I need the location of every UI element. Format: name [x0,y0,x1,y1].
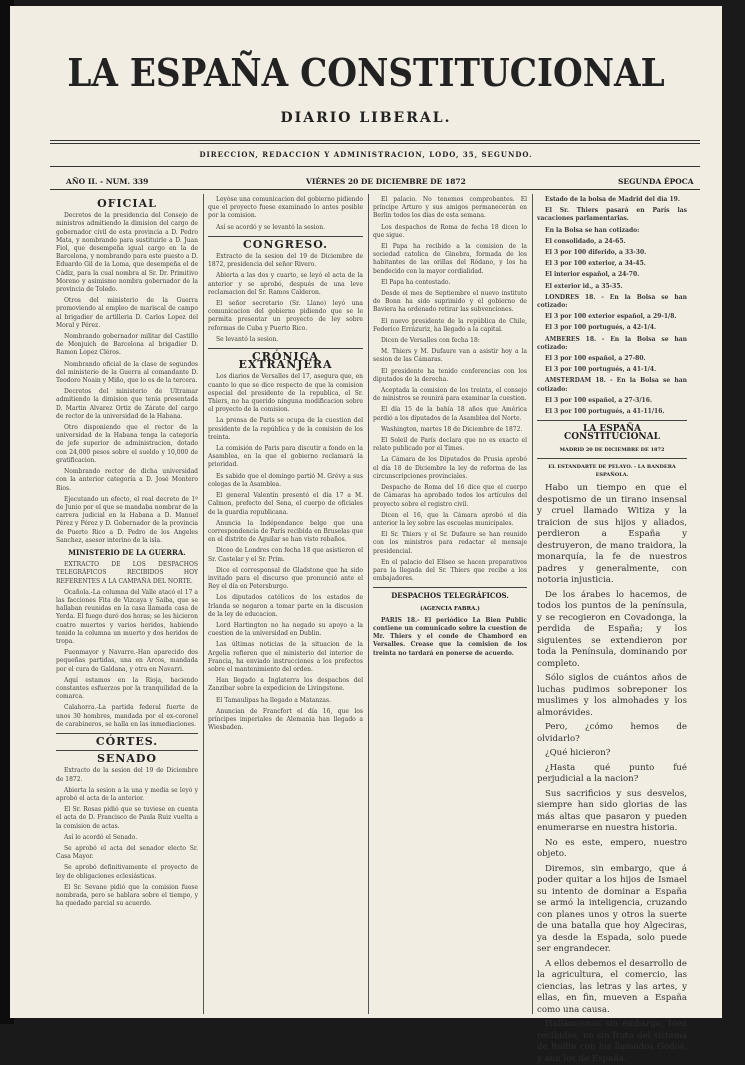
col3-paragraph: El Papa ha contestado. [381,278,451,286]
feature-body [537,483,687,1065]
col3-telegram-paragraph: PARIS 18.- El periódico La Bien Public contiene un comunicado sobre la cuestion de Mr. Thiers y el conde de Chambord en Versalles. Crease que la comision de los treinta no tardará en ponerse de acuerdo. [373,616,527,657]
col3-paragraph: El Sr. Thiers y el Sr. Dufaure se han reunido con los ministros para redactar el mensaje presidencial. [373,531,527,555]
col3-paragraph: El presidente ha tenido conferencias con los diputados de la derecha. [373,367,527,383]
col3-paragraph: El Soleil de París declara que no es exacto el relato publicado por el Times. [373,437,527,453]
col1-guerra-paragraph: Ocañola.-La columna del Valle atacó el 17 a las facciones Fita de Vizcaya y Saiba, que se hallaban reunidas en la casa llamada casa de Yerda. El fuego duró dos horas; se les hicieron cuatro muertos y varios heridos, habiendo tenido la columna un muerto y dos heridos de tropa. [56,588,198,645]
col1-senado-paragraph: Extracto de la sesion del 19 de Diciembre de 1872. [56,767,198,783]
feature-paragraph: Pero, ¿cómo hemos de olvidarlo? [537,722,687,744]
dateline-rule [50,189,700,190]
col4-market-line: El exterior id., a 35-35. [545,282,623,290]
col2-cronica-paragraph: La comisión de Paris para discutir a fondo en la Asamblea, en la que el gobierno reclamará la prioridad. [208,445,363,469]
section-divider [537,458,687,459]
col3-paragraph: Desde el mes de Septiembre el nuevo instituto de Bonn ha sido suprimido y el gobierno de Baviera ha ordenado retirar las subvenciones. [373,290,527,314]
col4-market-line: El 3 por 100 español, a 27-3/16. [545,396,652,404]
col1-paragraph: Nombrando oficial de la clase de segundos del ministerio de la Guerra al comandante D. Teodoro Noain y Miño, que lo es de la tercera. [56,360,198,385]
masthead-rule-top-2 [50,143,700,144]
section-guerra-heading: MINISTERIO DE LA GUERRA. [68,547,186,557]
col2-congreso-paragraph: Abierta a las dos y cuarto, se leyó el acta de la anterior y se aprobó, después de una leve reclamacion del Sr. Ramos Calderon. [208,272,363,296]
col3-paragraph: Aceptada la comision de los treinta, el consejo de ministros se reunirá para examinar la cuestion. [373,387,527,403]
col1-paragraph: Ejecutando un efecto, el real decreto de 1º de Junio por el que se mandaba nombrar de la carrera judicial en la Habana a D. Manuel Pérez y Pérez y D. Gobernador de la provincia de Puerto Rico a D. Pedro de los Angeles Sanchez, asesor interino de la isla. [56,495,198,544]
col2-cronica-paragraph: Es sabido que el domingo partió M. Grévy a sus colegas de la Asamblea. [208,472,363,488]
col2-cronica-paragraph: Diceo de Londres con fecha 18 que asistieron el Sr. Castelar y el Sr. Prim. [208,547,363,563]
issue-epoch: SEGUNDA ÉPOCA [618,177,694,186]
col3-paragraph: La Cámara de los Diputados de Prusia aprobó el día 18 de Diciembre la ley de reforma de las circunscripciones provinciales. [373,456,527,480]
col1-paragraph: Decretos de la presidencia del Consejo de ministros admitiendo la dimision del cargo de gobernador civil de esta provincia a D. Pedro Mata, y nombrando para sustituirle a D. Juan Fiol, que desempeña igual cargo en la de Barcelona, y nombrando para este puesto a D. Eduardo Gil de la Loma, que desempeña el de Cádiz, para la cual nombra al Sr. Dr. Primitivo Moreno y asimismo nombra gobernador de la provincia de Toledo. [56,212,198,294]
col3-paragraph: Los despachos de Roma de fecha 18 dicen lo que sigue. [373,223,527,239]
masthead-title: LA ESPAÑA CONSTITUCIONAL [67,50,665,95]
feature-paragraph: A ellos debemos el desarrollo de la agricultura, el comercio, las ciencias, las letras y las artes, y ellas, en fin, mueven a España como una causa. [537,958,687,1015]
col2-cronica-paragraph: Anuncian de Francfort el día 16, que los príncipes imperiales de Alemania han llegado a Wiesbaden. [208,707,363,732]
col2-paragraph: Leyóse una comunicacion del gobierno pidiendo que el proyecto fuese examinado lo antes posible por la comision. [208,196,363,220]
feature-paragraph: Diremos, sin embargo, que á poder quitar a los hijos de Ismael su intento de dominar a España se armó la inteligencia, cruzando con planes unos y otros la suerte de una batalla que hoy Algeciras, ya desde la Espada, solo puede ser engrandecer. [537,863,687,955]
section-oficial-heading: OFICIAL [97,197,157,210]
column-4 [537,196,687,1064]
col3-paragraph: El Papa ha recibido a la comision de la sociedad catolica de Ginebra, formada de los habitantes de las orillas del Ródano, y los ha bendecido con la mayor cordialidad. [373,243,527,275]
col2-cronica-paragraph: Las últimas noticias de la situacion de la Argelia refieren que el ministerio del interior de Francia, ha enviado instrucciones a los prefectos sobre el mantenimiento del orden. [208,641,363,673]
col1-senado-paragraph: Se aprobó el acta del senador electo Sr. Casa Mayor. [56,845,198,861]
col1-guerra-paragraph: Fuenmayor y Navarre.-Han aparecido dos pequeñas partidas, una en Arcos, mandada por el cura de Galdana, y otra en Navarri. [56,649,198,673]
col2-cronica-paragraph: Los diputados católicos de los estados de Irlanda se negaron a tomar parte en la discusion de la ley de educacion. [208,594,363,618]
col1-senado-paragraph: Abierta la sesion a la una y media se leyó y aprobó el acta de la anterior. [56,786,198,802]
feature-heading: LA ESPAÑA CONSTITUCIONAL [564,424,660,443]
col1-senado-paragraph: El Sr. Sevane pidió que la comision fuese nombrada, pero se hablara sobre el tiempo, y ha quedado parcial su acuerdo. [56,883,198,908]
col2-paragraph: Así se acordó y se levantó la sesion. [216,223,326,231]
col4-market-line: AMSTERDAM 18. - En la Bolsa se han cotizado: [537,377,687,393]
col3-paragraph: Washington, martes 18 de Diciembre de 1872. [381,425,523,433]
col2-cronica-paragraph: Dice el corresponsal de Gladstone que ha sido invitado para el discurso que pronunció ante el Rey el día en Petersburgo. [208,566,363,591]
col1-paragraph: Nombrando rector de dicha universidad con la anterior categoría a D. José Montero Rios. [56,468,198,492]
col1-guerra-paragraph: Aquí estamos en la Rioja, haciendo constantes esfuerzos por la tranquilidad de la comarca. [56,676,198,701]
feature-subhead: EL ESTANDARTE DE PELAYO. - LA BANDERA ESPAÑOLA. [548,463,676,479]
masthead-subtitle: DIARIO LIBERAL. [280,110,452,126]
col4-market-line: LONDRES 18. - En la Bolsa se han cotizado: [537,293,687,310]
col3-paragraph: El nuevo presidente de la república de Chile, Federico Errázuriz, ha llegado a la capital. [373,317,527,333]
col3-paragraph: M. Thiers y M. Dufaure van a asistir hoy a la sesion de las Cámaras. [373,348,527,364]
issue-number: AÑO II. - NUM. 339 [66,177,149,186]
col3-paragraph: Dicen de Versalles con fecha 18: [381,337,480,345]
col3-paragraph: Dicen el 16, que la Cámara aprobó el día anterior la ley sobre las escuelas municipales. [373,511,527,527]
section-congreso-heading: CONGRESO. [242,237,329,251]
col4-market-line: El interior español, a 24-70. [545,271,640,279]
col3-paragraph: El día 15 de la bahía 18 años que América perdió a los diputados de la Asamblea del Norte. [373,406,527,422]
col3-paragraph: El palacio. No tenemos comprobantes. El príncipe Arturo y sus amigos permanecerán en Berlin todos los días de esta semana. [373,196,527,220]
issue-date: VIÉRNES 20 DE DICIEMBRE DE 1872 [306,177,466,186]
column-divider-2 [368,194,369,1014]
col4-market-line: AMBERES 18. - En la Bolsa se han cotizado: [537,335,687,351]
col4-market-line: El 3 por 100 portugués, a 41-1/4. [545,366,657,374]
col2-cronica-paragraph: Anuncia la Indépendance belge que una correspondencia de París recibida en Bruselas que en el distrito de Aguilar se han visto rebaños. [208,519,363,544]
col2-congreso-paragraph: Extracto de la sesion del 19 de Diciembre de 1872, presidencia del señor Rivero. [208,253,363,269]
col4-market-line: El 3 por 100 diferido, a 33-30. [545,249,647,257]
column-divider-1 [203,194,204,1014]
section-divider [373,587,527,588]
section-divider [56,750,198,751]
col4-market-line: Estado de la bolsa de Madrid del día 19. [545,196,680,203]
col4-market-line: El 3 por 100 portugués, a 41-11/16. [545,408,665,416]
col1-paragraph: Nombrando gobernador militar del Castillo de Monjuich de Barcelona al brigadier D. Ramon Lopez Cléros. [56,333,198,357]
col2-congreso-paragraph: El señor secretario (Sr. Llano) leyó una comunicacion del gobierno pidiendo que se le permita presentar un proyecto de ley sobre reformas de Cuba y Puerto Rico. [208,300,363,332]
col4-market-line: El 3 por 100 español, a 27-80. [545,355,646,363]
col1-senado-paragraph: Así lo acordó el Senado. [64,833,138,841]
section-divider [537,420,687,421]
section-cortes-heading: CÓRTES. [95,734,159,748]
col2-cronica-paragraph: Lord Hartington no ha negado su apoyo a la cuestion de la universidad en Dublin. [208,621,363,638]
feature-paragraph: De los árabes lo hacemos, de todos los puntos de la península, y se recogieron en Covadonga, la perdida de España; y los siguientes se extendieron por toda la Península, dominando por completo. [537,589,687,669]
col4-market-line: El consolidado, a 24-65. [545,237,626,245]
section-divider [208,348,363,349]
col1-paragraph: Otro disponiendo que el rector de la universidad de la Habana tenga la categoría de jefe superior de administracion, dotado con 24,000 pesos sobre el sueldo y 10,000 de gratificacion. [56,424,198,464]
col1-guerra-paragraph: Calahorra.-La partida federal fuerte de unos 30 hombres, mandada por el ex-coronel de carabineros, se halla en las inmediaciones. [56,704,198,728]
col1-senado-paragraph: El Sr. Rosas pidió que se tuviese en cuenta el acta de D. Francisco de Paula Ruiz vuelta a la comision de actas. [56,806,198,830]
feature-paragraph: Hallámosnos sin embargo, bien recibidos, no sin fruto del sistema de Rollin con los llamados Godos, y aun los de España. [537,1019,687,1064]
feature-date: MADRID 20 DE DICIEMBRE DE 1872 [559,446,665,453]
col2-cronica-paragraph: El Tamaulipas ha llegado a Matanzas. [216,696,331,704]
feature-paragraph: Sólo siglos de cuántos años de luchas pudimos sobreponer los muslimes y los almohades y los almorávides. [537,673,687,718]
feature-paragraph: Habo un tiempo en que el despotismo de un tirano insensal y cruel llamado Witiza y la traicion de sus hijos y aliados, perdieron a España y destruyeron, de mano traidora, la monarquía, la fe de nuestros padres y generalmente, con notoria injusticia. [537,483,687,586]
col2-cronica-paragraph: Los diarios de Versalles del 17, asegura que, en cuanto lo que se dice respecto de que la comision especial del presidente de la republica, el Sr. Thiers, no ha querido ninguna modificacion sobre el proyecto de la comision. [208,373,363,414]
masthead-rule-top [50,140,700,141]
section-senado-heading: SENADO [96,752,158,766]
column-3 [373,196,527,1016]
section-cronica-heading: CRÓNICA EXTRANJERA [238,350,333,372]
col4-market-line: El 3 por 100 portugués, a 42-1/4. [545,324,657,332]
col4-market-line: El Sr. Thiers pasará en París las vacaciones parlamentarias. [537,207,687,223]
feature-paragraph: ¿Hasta qué punto fué perjudicial a la nacion? [537,762,687,785]
col1-senado-paragraph: Se aprobó definitivamente el proyecto de ley de obligaciones eclesiásticas. [56,864,198,880]
address-line: DIRECCION, REDACCION Y ADMINISTRACION, LODO, 35, SEGUNDO. [199,150,533,159]
feature-paragraph: Sus sacrificios y sus desvelos, siempre han sido glorias de las más altas que pasaron y pueden enumerarse en nuestra historia. [537,788,687,834]
telegram-agency: (AGENCIA FABRA.) [420,605,480,612]
col4-market-line: El 3 por 100 exterior español, a 29-1/8. [545,313,677,321]
col1-paragraph: Decretos del ministerio de Ultramar admitiendo la dimision que tenia presentada D. Martin Alvarez Ortiz de Zárate del cargo de rector de la universidad de la Habana. [56,388,198,420]
feature-paragraph: No es este, empero, nuestro objeto. [537,837,687,860]
col1-paragraph: Otros del ministerio de la Guerra promoviendo al empleo de mariscal de campo al brigadier de artilleria D. Carlos Lopez del Moral y Pérez. [56,297,198,329]
section-telegrams-heading: DESPACHOS TELEGRÁFICOS. [391,591,509,601]
column-2 [208,196,363,1016]
col4-market-line: En la Bolsa se han cotizado: [545,226,640,234]
col3-paragraph: En el palacio del Elíseo se hacen preparativos para la llegada del Sr. Thiers que recibe a los embajadores. [373,558,527,583]
column-1 [56,196,198,1016]
newspaper-page [10,6,722,1064]
col1-guerra-paragraph: EXTRACTO DE LOS DESPACHOS TELEGRÁFICOS RECIBIDOS HOY REFERENTES A LA CAMPAÑA DEL NORTE. [56,561,198,585]
section-divider [56,733,198,734]
col4-market-line: El 3 por 100 exterior, a 34-45. [545,260,646,268]
feature-paragraph: ¿Qué hicieron? [545,748,611,759]
col3-paragraph: Despacho de Roma del 16 dice que el cuerpo de Cámaras ha aprobado todos los artículos del proyecto sobre el registro civil. [373,484,527,508]
column-divider-3 [532,194,533,1014]
address-rule [50,166,700,167]
col2-cronica-paragraph: La prensa de Paris se ocupa de la cuestion del presidente de la república y de la comision de los treinta. [208,417,363,441]
col2-congreso-paragraph: Se levantó la sesion. [216,335,279,343]
col2-cronica-paragraph: El general Valentín presentó el día 17 a M. Calmon, prefecto del Sena, el cuerpo de oficiales de la guardia republicana. [208,492,363,516]
section-divider [208,236,363,237]
col2-cronica-paragraph: Han llegado a Inglaterra los despachos del Zanzíbar sobre la expedicion de Livingstone. [208,677,363,693]
